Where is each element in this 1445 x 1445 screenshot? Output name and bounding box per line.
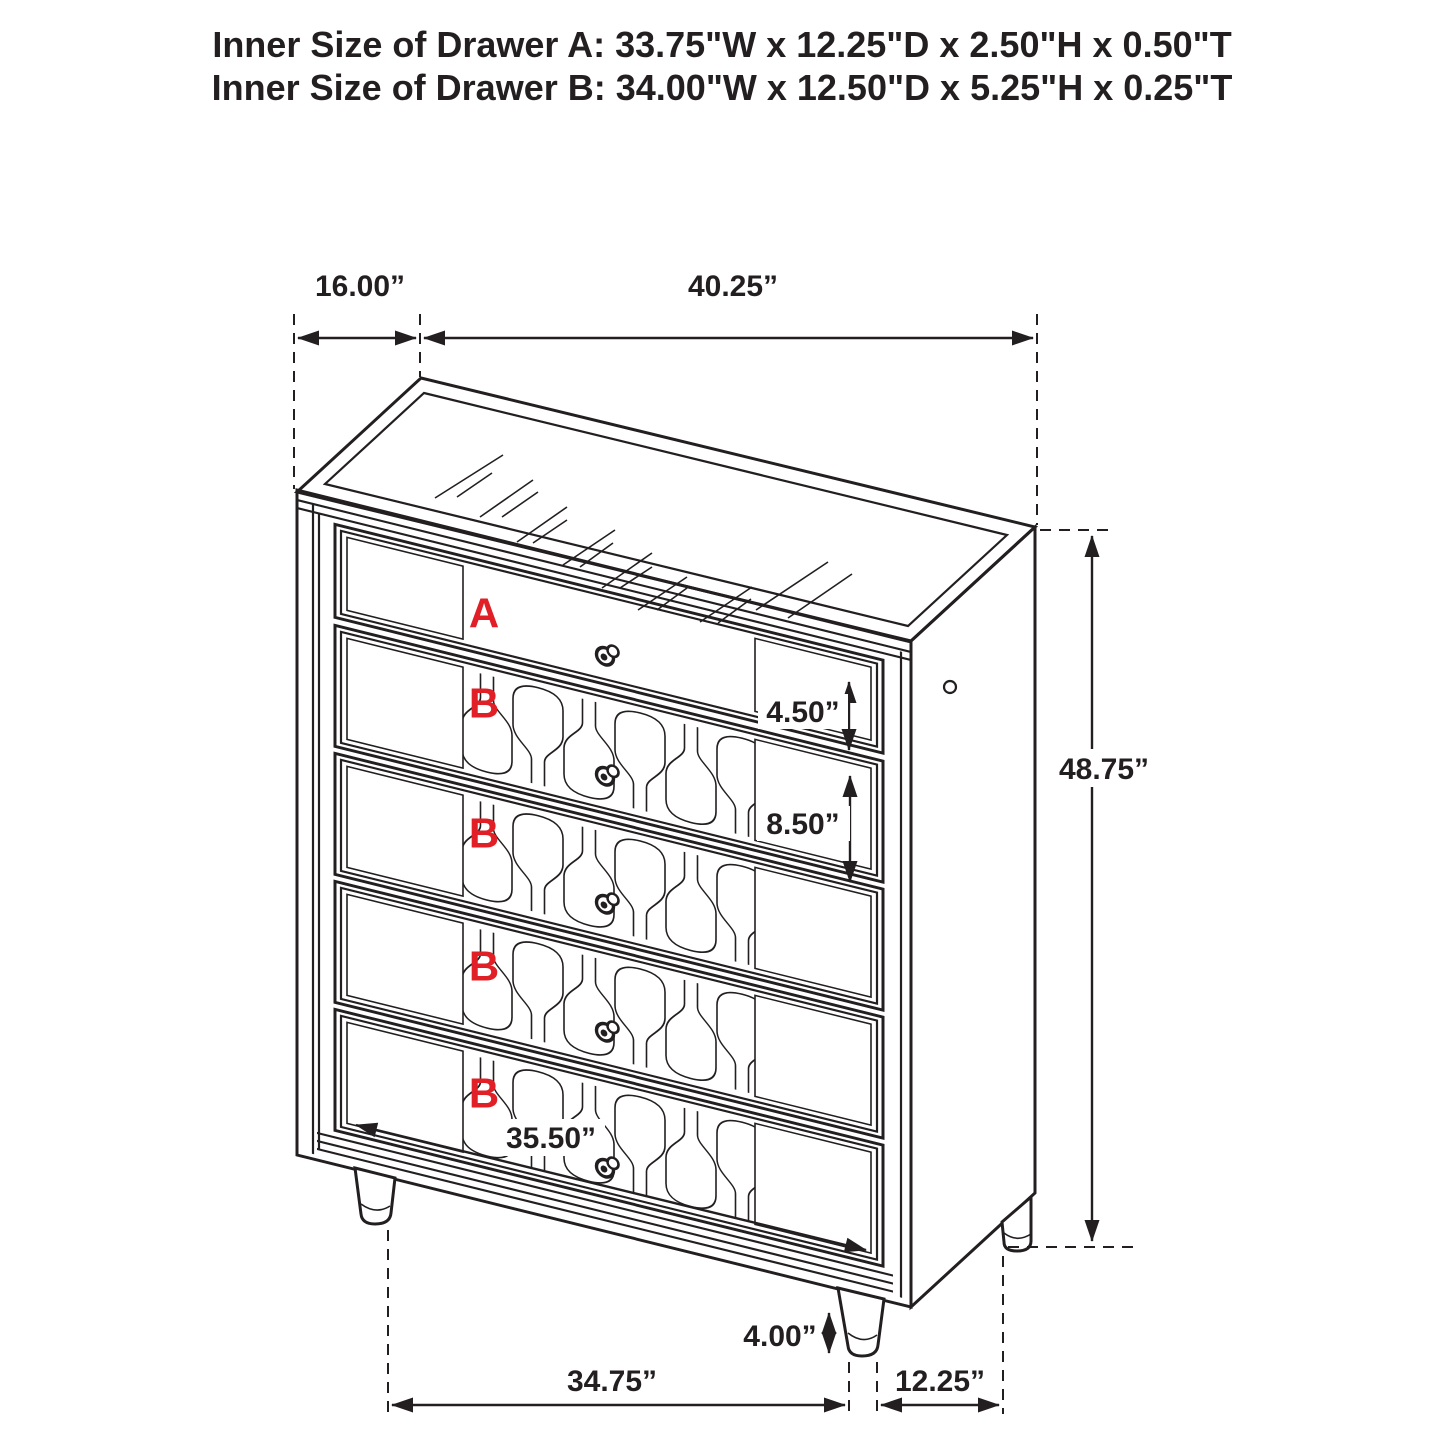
dim-overall-height-label: 48.75” [1058,753,1150,786]
dim-top-depth-label: 16.00” [314,270,406,303]
drawer-b2-label: B [468,809,500,857]
dim-top-depth [294,270,420,489]
dim-base-depth-label: 12.25” [894,1365,986,1398]
dim-leg-height-label: 4.00” [743,1320,817,1353]
dim-top-width [424,270,1037,525]
front-left-leg [355,1168,395,1224]
back-right-leg [1002,1197,1031,1251]
dim-drawer-inner-width-label: 35.50” [505,1122,597,1155]
drawer-b3-knob [597,1018,619,1044]
drawer-a-knob [597,642,619,668]
drawer-b1-knob [597,762,619,788]
cabinet-legs [355,1168,1031,1356]
drawer-b3-label: B [468,942,500,990]
front-right-leg [838,1288,884,1356]
dim-base-width-label: 34.75” [566,1365,658,1398]
drawer-b2-knob [597,890,619,916]
dim-drawer-b-height-label: 8.50” [766,808,840,841]
side-peg-hole [944,681,956,693]
drawer-b1-label: B [468,679,500,727]
title-line-1: Inner Size of Drawer A: 33.75"W x 12.25"D x 2.50"H x 0.50"T [212,24,1232,65]
dim-overall-height [1008,530,1159,1247]
dim-top-width-label: 40.25” [687,270,779,303]
dim-drawer-a-height-label: 4.50” [766,696,840,729]
drawer-b4-label: B [468,1069,500,1117]
dim-leg-height [743,1313,829,1353]
drawer-a-label: A [468,589,500,637]
drawer-b4-knob [597,1154,619,1180]
title-line-2: Inner Size of Drawer B: 34.00"W x 12.50"D x 5.25"H x 0.25"T [211,67,1233,108]
cabinet-right-side [911,527,1035,1307]
